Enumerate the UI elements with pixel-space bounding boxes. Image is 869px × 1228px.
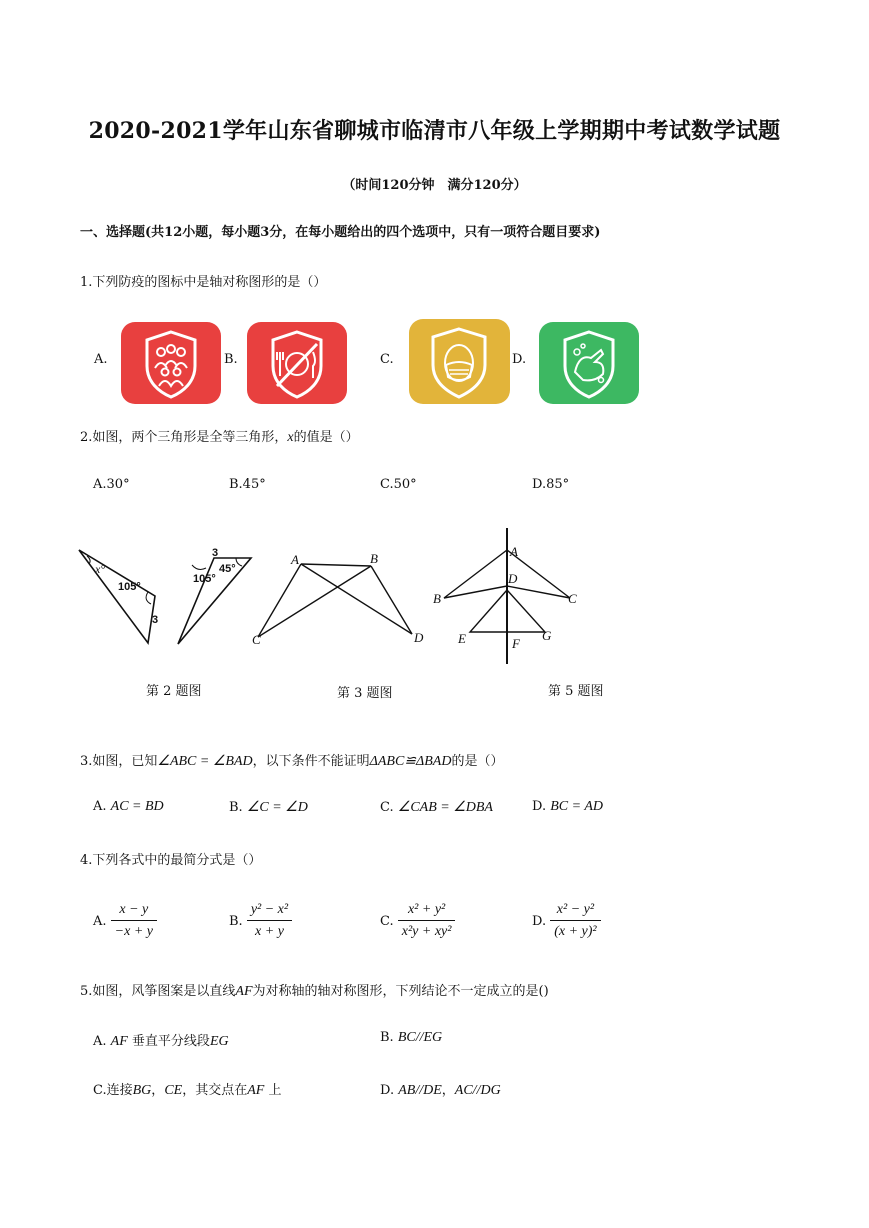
fig5-label-e: E: [458, 631, 466, 646]
fig2-side-3-left: 3: [152, 614, 159, 626]
q3-option-c: [380, 799, 493, 816]
q5-option-c: [93, 1079, 281, 1099]
q5-option-b: [380, 1030, 442, 1046]
fig3-label-b: B: [370, 551, 378, 566]
handwash-shield-icon: [539, 322, 639, 404]
q4-option-a-fraction: [111, 900, 157, 943]
q3-option-a-math: AC = BD: [110, 799, 164, 814]
q4-option-a-label: A.: [93, 914, 107, 929]
exam-info: （时间120分钟 满分120分）: [342, 178, 527, 193]
q5-option-c-label: C.连接: [93, 1083, 133, 1098]
q3-option-c-label: C.: [380, 800, 394, 815]
q5-option-c-ce: CE: [164, 1083, 183, 1098]
q5-option-d-sep: ，: [441, 1083, 455, 1098]
q5-option-a-segment: EG: [209, 1034, 229, 1049]
q5-option-b-label: B.: [380, 1030, 394, 1045]
q5-option-c-sep: ，: [151, 1083, 165, 1098]
q1-option-b-label: B.: [224, 352, 238, 367]
question-2-stem: [80, 426, 359, 446]
q5-option-a-label: A.: [93, 1034, 107, 1049]
q3-stem-text: 3.如图，已知: [80, 754, 158, 769]
q5-option-c-af: AF: [247, 1083, 265, 1098]
crowd-shield-icon: [121, 322, 221, 404]
question-1-stem: 1.下列防疫的图标中是轴对称图形的是（）: [80, 275, 327, 290]
q3-option-d-math: BC = AD: [550, 799, 603, 814]
page-title: 2020-2021学年山东省聊城市临清市八年级上学期期中考试数学试题: [88, 118, 781, 144]
q3-option-c-math: ∠CAB = ∠DBA: [397, 800, 493, 815]
fig2-angle-45: 45°: [219, 563, 236, 575]
q5-axis: AF: [235, 984, 253, 999]
q3-option-a: [93, 799, 164, 815]
section-heading: 一、选择题(共12小题，每小题3分，在每小题给出的四个选项中，只有一项符合题目要求): [80, 225, 601, 240]
q2-stem-end: 的值是（）: [293, 430, 359, 445]
q3-stem-end: 的是（）: [451, 754, 504, 769]
q3-congruence: ΔABC≌ΔBAD: [369, 754, 452, 769]
q4-option-d: [532, 900, 601, 943]
fraction-denominator: x + y: [255, 924, 284, 939]
fig5-label-f: F: [512, 636, 520, 651]
q3-option-d: [532, 799, 603, 815]
fig5-label-c: C: [568, 591, 577, 606]
fraction-numerator: x² − y²: [550, 900, 600, 921]
q5-option-a-math: AF: [110, 1034, 128, 1049]
q4-option-d-fraction: [550, 900, 600, 943]
q2-option-d: D.85°: [532, 477, 570, 492]
fraction-numerator: y² − x²: [247, 900, 292, 921]
q3-option-b-label: B.: [229, 800, 243, 815]
q3-stem-mid: ，以下条件不能证明: [252, 754, 370, 769]
q5-option-a-text: 垂直平分线段: [131, 1034, 210, 1049]
figures-row: [0, 520, 869, 670]
q5-option-d-math2: AC//DG: [454, 1083, 501, 1098]
q4-option-a: [93, 900, 157, 943]
q1-option-a-label: A.: [94, 352, 108, 367]
q2-stem-text: 2.如图，两个三角形是全等三角形，: [80, 430, 288, 445]
fig3-label-d: D: [414, 630, 424, 645]
q3-option-b: [229, 799, 308, 816]
q3-option-a-label: A.: [93, 799, 107, 814]
caption-fig2: 第 2 题图: [146, 684, 202, 699]
q4-option-b: [229, 900, 292, 943]
fig5-label-d: D: [508, 571, 518, 586]
fig2-angle-105-left: 105°: [118, 581, 141, 593]
q5-option-c-text: ，其交点在: [182, 1083, 248, 1098]
no-dining-shield-icon: [247, 322, 347, 404]
fig5-label-b: B: [433, 591, 441, 606]
fig5-label-g: G: [542, 628, 552, 643]
fraction-denominator: x²y + xy²: [401, 924, 452, 939]
caption-fig5: 第 5 题图: [548, 684, 604, 699]
q4-option-b-fraction: [247, 900, 292, 943]
question-5-stem: [80, 980, 549, 1000]
fig3-quadrilateral: [258, 564, 412, 637]
q4-option-b-label: B.: [229, 914, 243, 929]
q4-option-c-fraction: [398, 900, 456, 943]
q2-option-c: C.50°: [380, 477, 417, 492]
mask-shield-icon: [409, 319, 510, 404]
q2-option-a: A.30°: [93, 477, 130, 492]
q1-option-c-label: C.: [380, 352, 394, 367]
q4-option-c: [380, 900, 455, 943]
q5-option-d-math1: AB//DE: [398, 1083, 442, 1098]
fig3-label-c: C: [252, 632, 261, 647]
q5-option-c-bg: BG: [132, 1083, 152, 1098]
q3-option-d-label: D.: [532, 799, 547, 814]
fraction-numerator: x − y: [111, 900, 157, 921]
fig2-side-3-right: 3: [212, 547, 219, 559]
fraction-numerator: x² + y²: [398, 900, 456, 921]
q3-given-angles: ∠ABC = ∠BAD: [157, 754, 253, 769]
caption-fig3: 第 3 题图: [337, 686, 393, 701]
q2-variable: x: [287, 430, 294, 445]
q3-option-b-math: ∠C = ∠D: [246, 800, 308, 815]
fig2-angle-x: x°: [95, 562, 106, 576]
q5-stem-text: 5.如图，风筝图案是以直线: [80, 984, 236, 999]
q5-option-a: [93, 1030, 229, 1050]
question-4-stem: 4.下列各式中的最简分式是（）: [80, 853, 262, 868]
q1-option-d-label: D.: [512, 352, 527, 367]
fraction-denominator: −x + y: [114, 924, 153, 939]
q5-option-b-math: BC//EG: [397, 1030, 443, 1045]
question-3-stem: [80, 750, 503, 770]
q5-option-d: [380, 1079, 501, 1099]
q2-option-b: B.45°: [229, 477, 266, 492]
fraction-denominator: (x + y)²: [554, 924, 597, 939]
fig3-label-a: A: [291, 552, 299, 567]
q5-stem-end: 为对称轴的轴对称图形，下列结论不一定成立的是(): [252, 984, 549, 999]
q4-option-d-label: D.: [532, 914, 547, 929]
q5-option-d-label: D.: [380, 1083, 395, 1098]
fig2-angle-105-right: 105°: [193, 573, 216, 585]
fig5-label-a: A: [510, 544, 518, 559]
q4-option-c-label: C.: [380, 914, 394, 929]
q5-option-c-end: 上: [268, 1083, 282, 1098]
